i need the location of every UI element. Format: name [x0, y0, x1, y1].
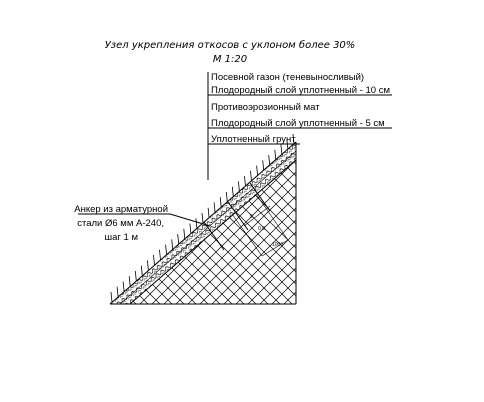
grass-blade [269, 155, 270, 165]
grass-blade [166, 245, 167, 255]
dimension-label: 1000 [272, 242, 284, 248]
grass-blade [160, 250, 161, 260]
grass-blade [202, 213, 203, 223]
grass-blade [111, 292, 112, 302]
grass-blade [190, 224, 191, 234]
grass-blade [178, 234, 179, 244]
grass-blade [251, 171, 252, 181]
grass-blade [226, 192, 227, 202]
grass-blade [123, 282, 124, 292]
grass-blade [154, 255, 155, 265]
grass-blade [208, 208, 209, 218]
grass-blade [141, 266, 142, 276]
grass-blade [117, 287, 118, 297]
grass-blade [147, 260, 148, 270]
grass-blade [135, 271, 136, 281]
anchor-note-line: Анкер из арматурной [74, 204, 168, 215]
grass-blade [257, 166, 258, 176]
layer-label: Посевной газон (теневыносливый) [211, 72, 365, 83]
dimension-label: 5 [250, 214, 253, 220]
grass-blade [238, 181, 239, 191]
grass-blade [281, 145, 282, 155]
layer-label: Плодородный слой уплотненный - 10 см [211, 85, 390, 96]
drawing-scale: М 1:20 [212, 54, 248, 65]
grass-blade [220, 197, 221, 207]
grass-blade [232, 187, 233, 197]
grass-blade [184, 229, 185, 239]
anchor-note-line: стали Ø6 мм А-240, [77, 218, 164, 229]
grass-blade [172, 239, 173, 249]
grass-blade [214, 203, 215, 213]
dimension-label: 0.0 [258, 226, 265, 232]
layer-label: Плодородный слой уплотненный - 5 см [211, 118, 385, 129]
drawing-title: Узел укрепления откосов с уклоном более 30% [104, 40, 356, 51]
grass-blade [245, 176, 246, 186]
layer-label: Противоэрозионный мат [211, 102, 320, 113]
grass-blade [196, 218, 197, 228]
grass-blade [263, 160, 264, 170]
layer-label: Уплотненный грунт [211, 134, 296, 145]
grass-blade [129, 276, 130, 286]
anchor-note-line: шаг 1 м [104, 232, 138, 243]
layer-legend [208, 72, 392, 180]
grass-blade [275, 150, 276, 160]
